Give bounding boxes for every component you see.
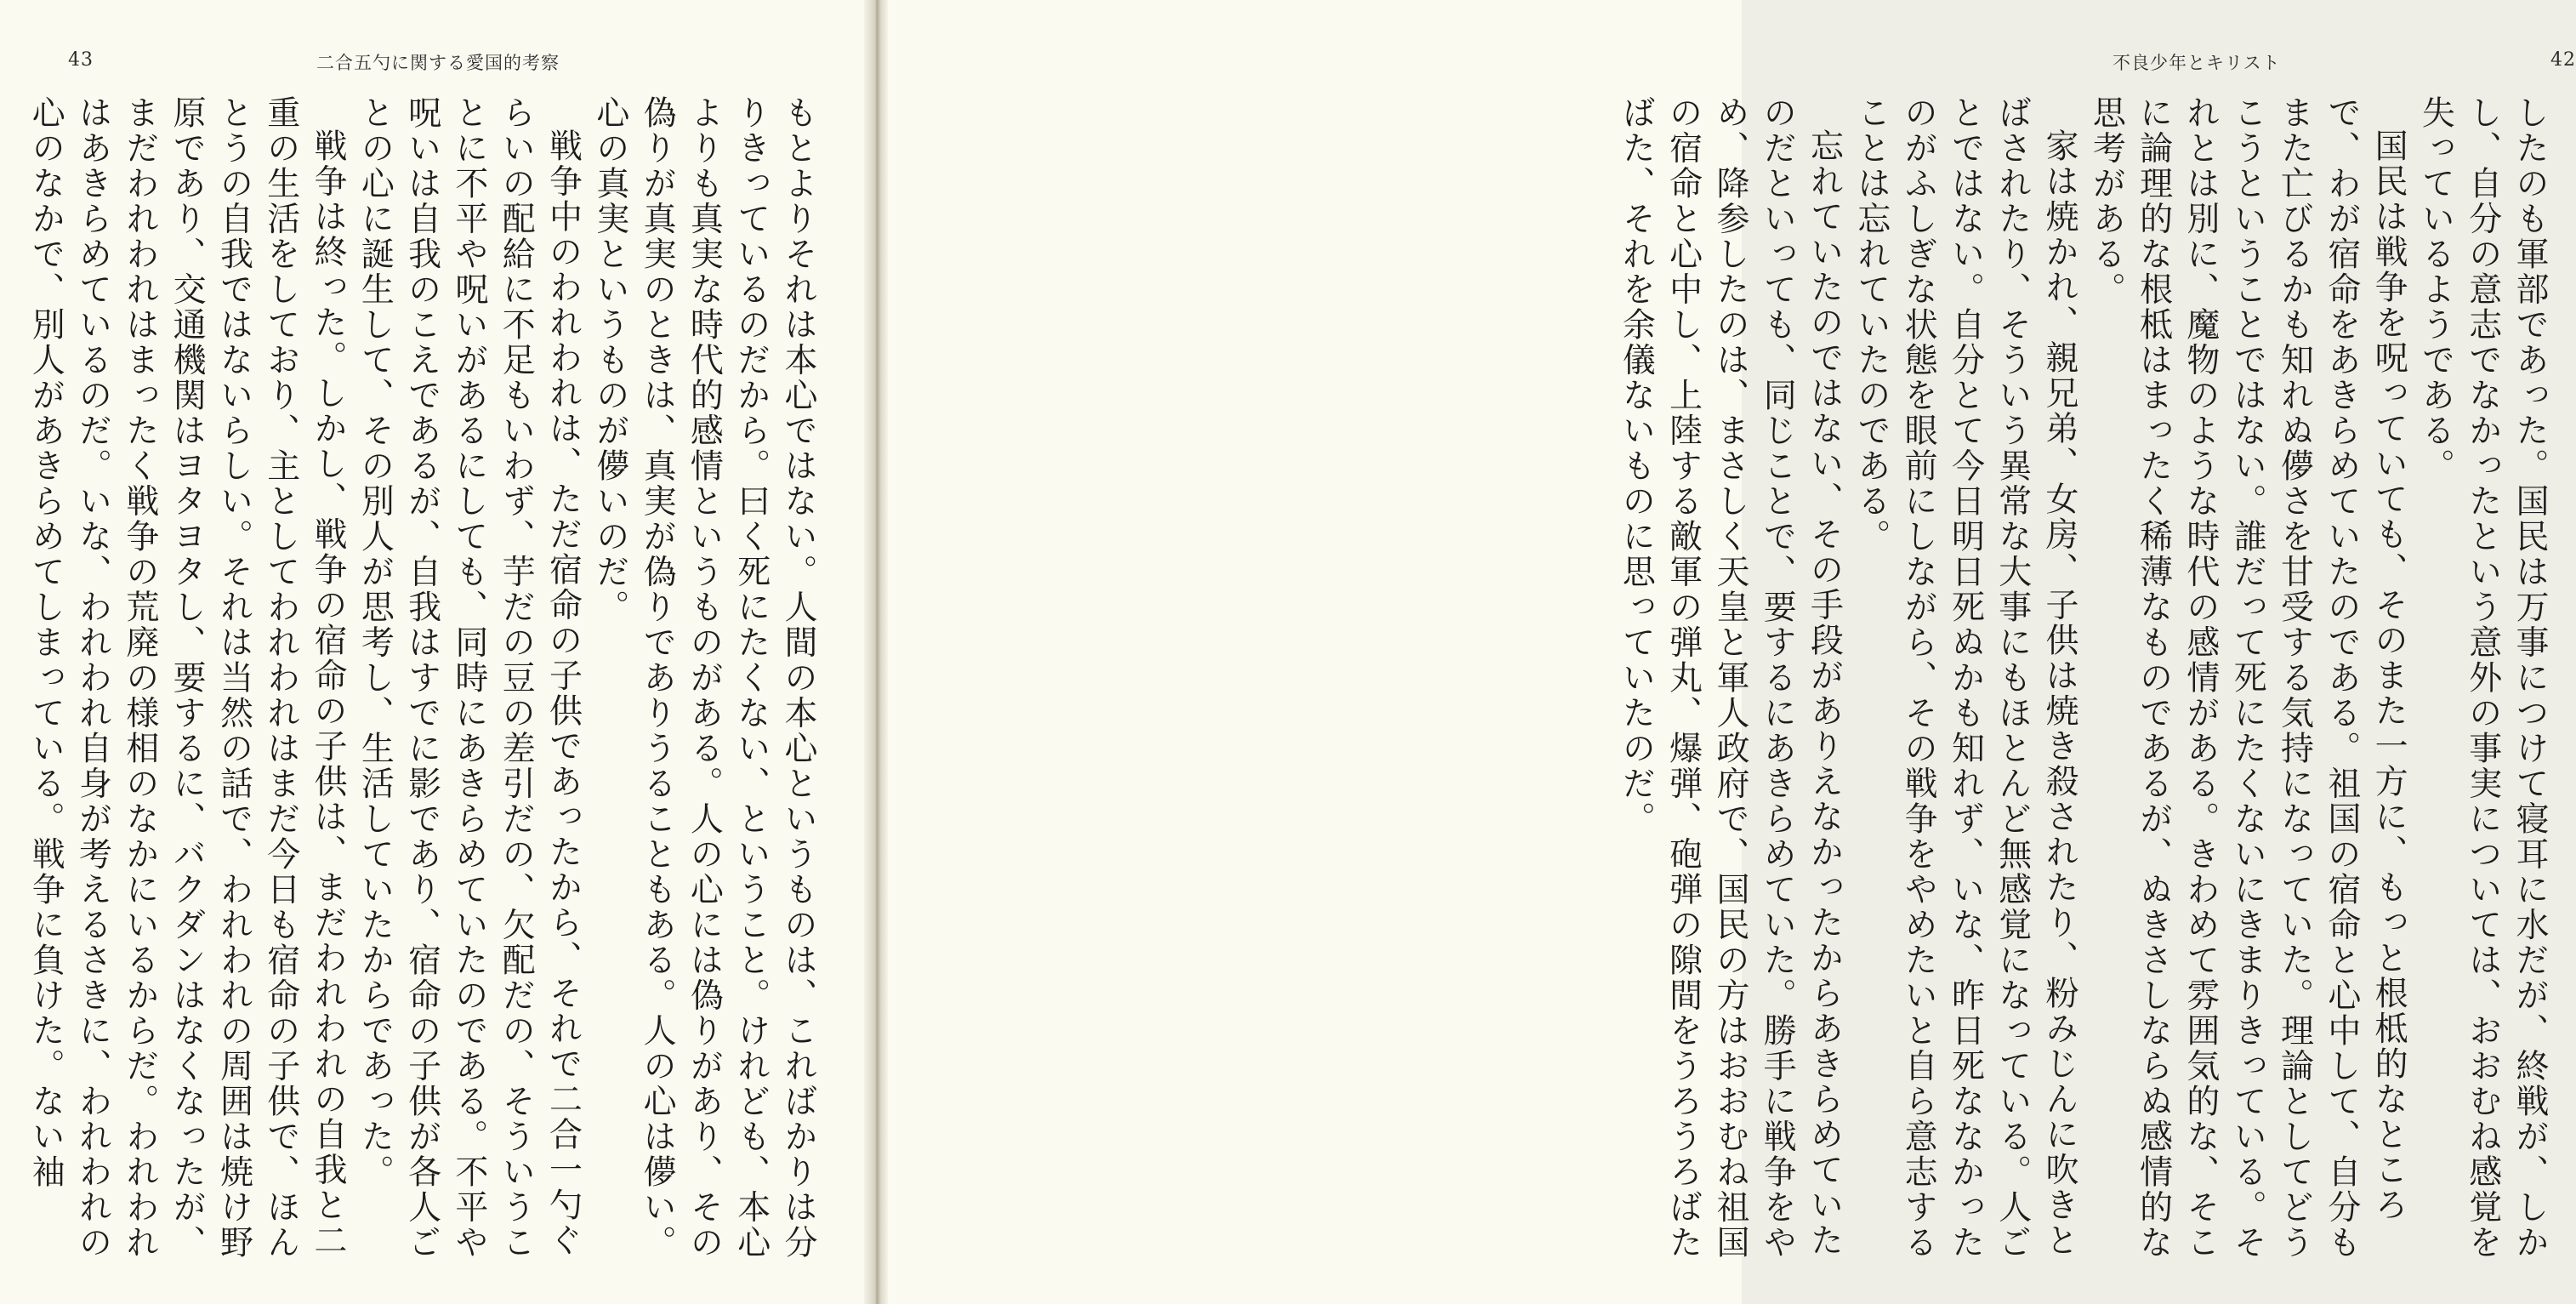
paragraph: 戦争は終った。しかし、戦争の宿命の子供は、まだわれわれの自我と二重の生活をしており、主としてわれわれはまだ今日も宿命の子供で、ほんとうの自我ではないらしい。それは当然の話で、われわれの周囲は焼け野原であり、交通機関はヨタヨタし、要するに、バクダンはなくなったが、まだわれわれはまったく戦争の荒廃の様相のなかにいるからだ。われわれはあきらめているのだ。いな、われわれ自身が考えるさきに、われわれの心のなかで、別人があきらめてしまっている。戦争に負けた。ない袖 — [26, 95, 348, 1261]
left-page — [0, 0, 864, 1304]
right-page — [888, 0, 2576, 1304]
book-gutter — [864, 0, 888, 1304]
body-text-right — [1617, 95, 2553, 1269]
paragraph: したのも軍部であった。国民は万事につけて寝耳に水だが、終戦が、しかし、自分の意志でなかったという意外の事実については、おおむね感覚を失っているようである。 — [2416, 95, 2549, 1261]
paragraph: 戦争中のわれわれは、ただ宿命の子供であったから、それで二合一勺ぐらいの配給に不足もいわず、芋だの豆の差引だの、欠配だの、そういうことに不平や呪いがあるにしても、同時にあきらめていたのである。不平や呪いは自我のこえであるが、自我はすでに影であり、宿命の子供が各人ごとの心に誕生して、その別人が思考し、生活していたからであった。 — [355, 95, 583, 1261]
body-text-left — [26, 95, 822, 1269]
paragraph: 忘れていたのではない、その手段がありえなかったからあきらめていたのだといっても、同じことで、要するにあきらめていた。勝手に戦争をやめ、降参したのは、まさしく天皇と軍人政府で、国民の方はおおむね祖国の宿命と心中し、上陸する敵軍の弾丸、爆弾、砲弾の隙間をうろうろばたばた、それを余儀ないものに思っていたのだ。 — [1617, 95, 1844, 1261]
paragraph: 家は焼かれ、親兄弟、女房、子供は焼き殺されたり、粉みじんに吹きとばされたり、そういう異常な大事にもほとんど無感覚になっている。人ごとではない。自分とて今日明日死ぬかも知れず、いな、昨日死ななかったのがふしぎな状態を眼前にしながら、その戦争をやめたいと自ら意志することは忘れていたのである。 — [1851, 95, 2079, 1261]
running-title-right: 不良少年とキリスト — [2113, 53, 2281, 73]
page-number-left: 43 — [68, 49, 94, 71]
page-number-right: 42 — [2550, 49, 2576, 71]
running-title-left: 二合五勺に関する愛国的考察 — [316, 53, 560, 73]
paragraph: 国民は戦争を呪っていても、そのまた一方に、もっと根柢的なところで、わが宿命をあきらめていたのである。祖国の宿命と心中して、自分もまた亡びるかも知れぬ儚さを甘受する気持になっていた。理論としてどうこうということではない。誰だって死にたくないにきまりきっている。それとは別に、魔物のような時代の感情がある。きわめて雰囲気的な、そこに論理的な根柢はまったく稀薄なものであるが、ぬきさしならぬ感情的な思考がある。 — [2087, 95, 2408, 1261]
paragraph: もとよりそれは本心ではない。人間の本心というものは、こればかりは分りきっているのだから。曰く死にたくない、ということ。けれども、本心よりも真実な時代的感情というものがある。人の心には偽りがあり、その偽りが真実のときは、真実が偽りでありうることもある。人の心は儚い。心の真実というものが儚いのだ。 — [590, 95, 817, 1261]
